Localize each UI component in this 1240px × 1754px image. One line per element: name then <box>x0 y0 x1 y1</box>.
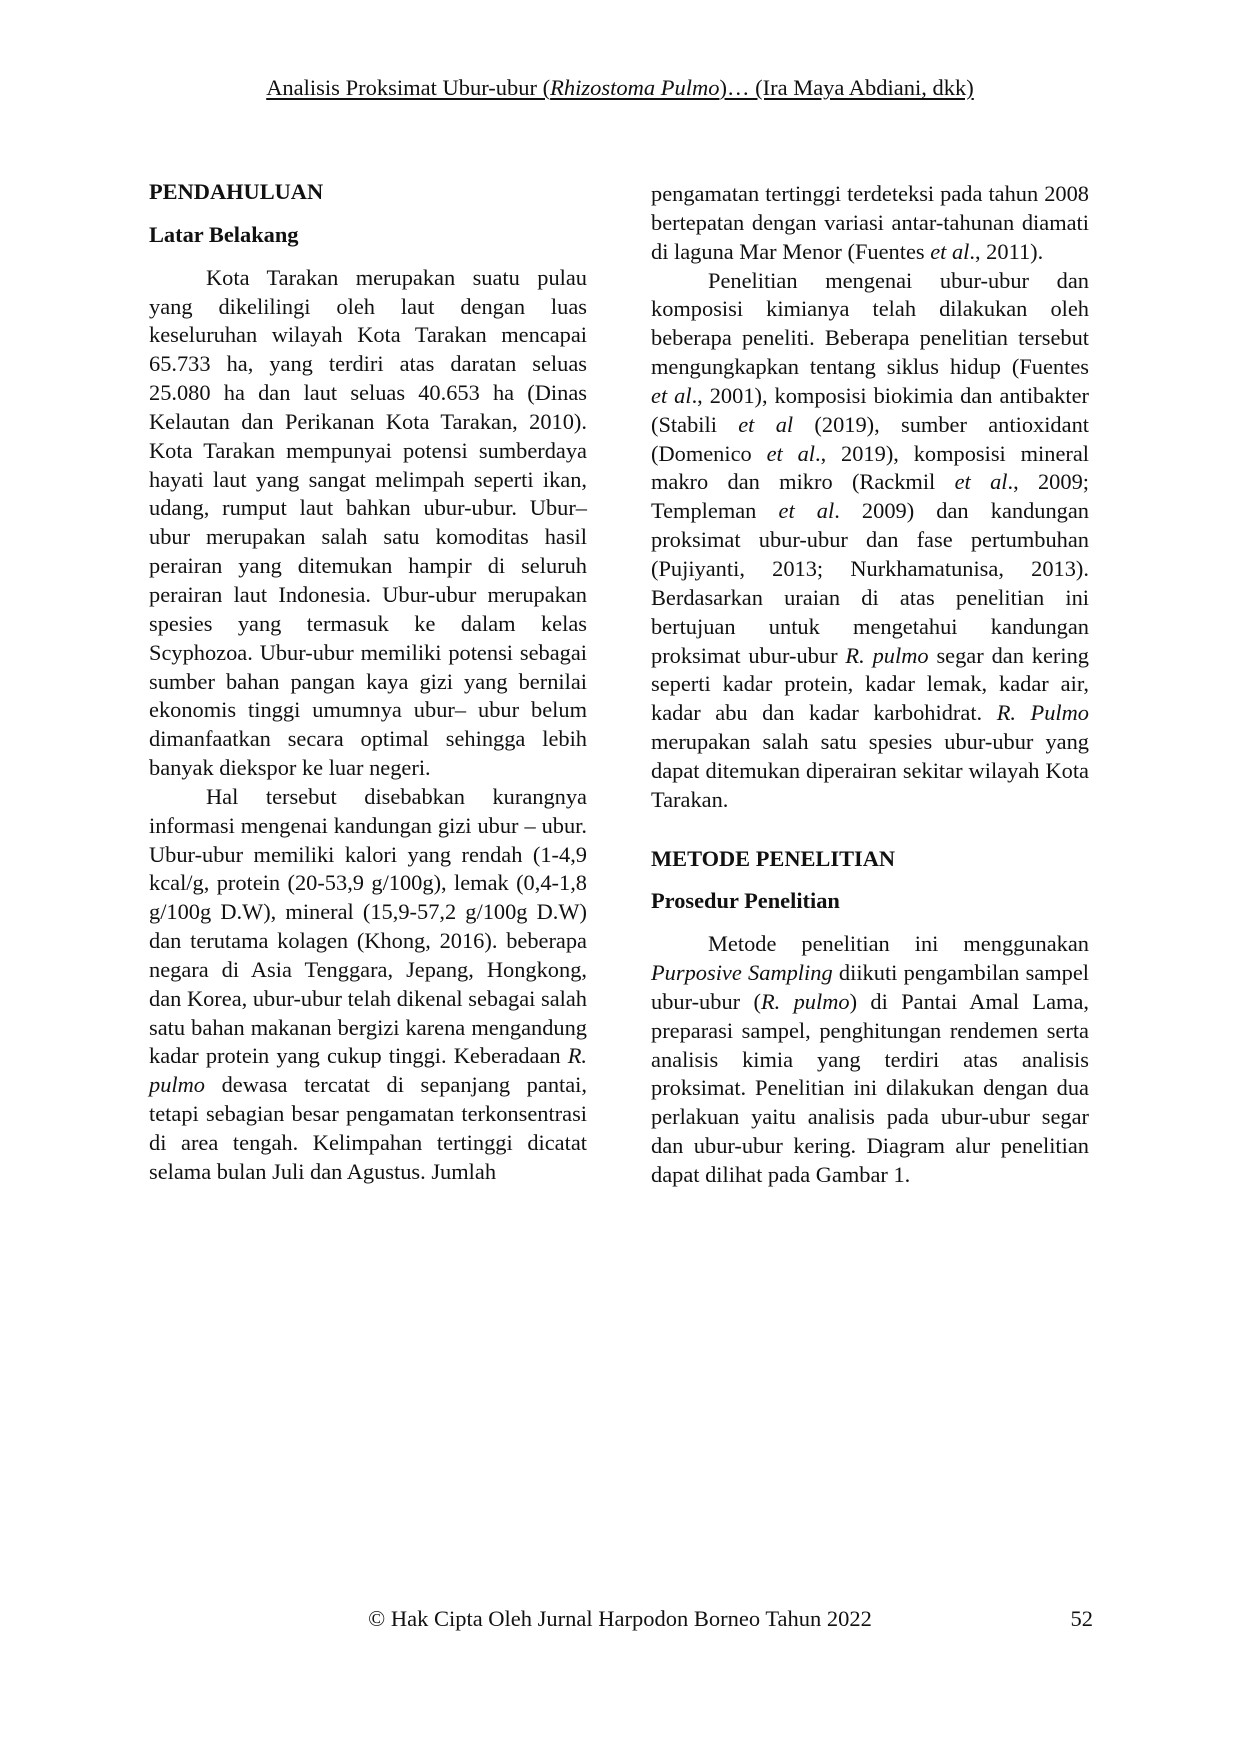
paragraph-2 <box>149 783 587 1187</box>
left-column <box>149 178 587 1187</box>
paragraph-2-text-b: dewasa tercatat di sepanjang pantai, tetapi sebagian besar pengamatan terkonsentrasi di area tengah. Kelimpahan tertinggi dicatat selama bulan Juli dan Agustus. Jumlah <box>149 1072 587 1184</box>
para-cont-text-a: pengamatan tertinggi terdeteksi pada tahun 2008 bertepatan dengan variasi antar-tahunan diamati di laguna Mar Menor (Fuentes <box>651 181 1089 264</box>
header-prefix: Analisis Proksimat Ubur-ubur ( <box>266 75 551 100</box>
p3-g: segar dan kering seperti kadar protein, kadar lemak, kadar air, kadar abu dan kadar karbohidrat. <box>651 642 1089 726</box>
copyright-notice: © Hak Cipta Oleh Jurnal Harpodon Borneo Tahun 2022 <box>368 1606 872 1631</box>
section-title-metode: METODE PENELITIAN <box>651 845 896 871</box>
et-al: et al <box>778 498 835 524</box>
p3-c: (2019), sumber antioxidant (Domenico <box>651 411 1089 466</box>
p3-h: merupakan salah satu spesies ubur-ubur yang dapat ditemukan diperairan sekitar wilayah Kota Tarakan. <box>651 729 1089 812</box>
right-column <box>651 180 1089 1190</box>
header-species: Rhizostoma Pulmo <box>550 75 720 100</box>
method-name: Purposive Sampling <box>651 960 833 986</box>
species-name: R. pulmo <box>845 642 929 668</box>
paragraph-continued <box>651 180 1089 267</box>
et-al: et al <box>766 440 815 466</box>
p3-a: Penelitian mengenai ubur-ubur dan komposisi kimianya telah dilakukan oleh beberapa peneliti. Beberapa penelitian tersebut mengungkapkan tentang siklus hidup (Fuentes <box>651 267 1089 380</box>
et-al: et al <box>651 382 692 408</box>
paragraph-2-text-a: Hal tersebut disebabkan kurangnya informasi mengenai kandungan gizi ubur – ubur. Ubur-ubur memiliki kalori yang rendah (1-4,9 kcal/g, protein (20-53,9 g/100g), lemak (0,4-1,8 g/100g D.W), mineral (15,9-57,2 g/100g D.W) dan terutama kolagen (Khong, 2016). beberapa negara di Asia Tenggara, Jepang, Hongkong, dan Korea, ubur-ubur telah dikenal sebagai salah satu bahan makanan bergizi karena mengandung kadar protein yang cukup tinggi. Keberadaan <box>149 783 587 1069</box>
et-al: et al <box>930 238 970 264</box>
p4-b: diikuti pengambilan sampel ubur-ubur ( <box>651 960 1089 1014</box>
species-name: R. pulmo <box>149 1043 587 1098</box>
section-title-pendahuluan: PENDAHULUAN <box>149 179 324 204</box>
paragraph-4 <box>651 930 1089 1190</box>
p3-e: ., 2009; Templeman <box>651 469 1089 524</box>
para-cont-text-b: ., 2011). <box>969 238 1044 264</box>
header-suffix: )… (Ira Maya Abdiani, dkk) <box>719 75 974 100</box>
subsection-title-latar-belakang: Latar Belakang <box>149 221 299 247</box>
running-header <box>0 77 1240 100</box>
subsection-title-prosedur: Prosedur Penelitian <box>651 888 840 914</box>
et-al: et al <box>738 411 794 437</box>
running-header-text <box>266 75 974 100</box>
et-al: et al <box>954 469 1008 495</box>
species-name: R. Pulmo <box>996 700 1089 726</box>
p4-c: ) di Pantai Amal Lama, preparasi sampel, penghitungan rendemen serta analisis kimia yang terdiri atas analisis proksimat. Penelitian ini dilakukan dengan dua perlakuan yaitu analisis pada ubur-ubur segar dan ubur-ubur kering. Diagram alur penelitian dapat dilihat pada Gambar 1. <box>651 988 1089 1187</box>
page-number: 52 <box>1070 1606 1093 1631</box>
p3-d: ., 2019), komposisi mineral makro dan mikro (Rackmil <box>651 440 1089 495</box>
p3-f: . 2009) dan kandungan proksimat ubur-ubur dan fase pertumbuhan (Pujiyanti, 2013; Nurkhamatunisa, 2013). Berdasarkan uraian di atas penelitian ini bertujuan untuk mengetahui kandungan proksimat ubur-ubur <box>651 498 1089 668</box>
paragraph-1: Kota Tarakan merupakan suatu pulau yang dikelilingi oleh laut dengan luas keseluruhan wilayah Kota Tarakan mencapai 65.733 ha, yang terdiri atas daratan seluas 25.080 ha dan laut seluas 40.653 ha (Dinas Kelautan dan Perikanan Kota Tarakan, 2010). Kota Tarakan mempunyai potensi sumberdaya hayati laut yang sangat melimpah seperti ikan, udang, rumput laut bahkan ubur-ubur. Ubur–ubur merupakan salah satu komoditas hasil perairan yang ditemukan hampir di seluruh perairan laut Indonesia. Ubur-ubur merupakan spesies yang termasuk ke dalam kelas Scyphozoa. Ubur-ubur memiliki potensi sebagai sumber bahan pangan kaya gizi yang bernilai ekonomis tinggi umumnya ubur– ubur belum dimanfaatkan secara optimal sehingga lebih banyak diekspor ke luar negeri. <box>149 264 587 781</box>
paragraph-3 <box>651 267 1089 815</box>
p3-b: ., 2001), komposisi biokimia dan antibakter (Stabili <box>651 382 1089 437</box>
p4-a: Metode penelitian ini menggunakan <box>708 931 1089 957</box>
species-name: R. pulmo <box>760 988 850 1014</box>
